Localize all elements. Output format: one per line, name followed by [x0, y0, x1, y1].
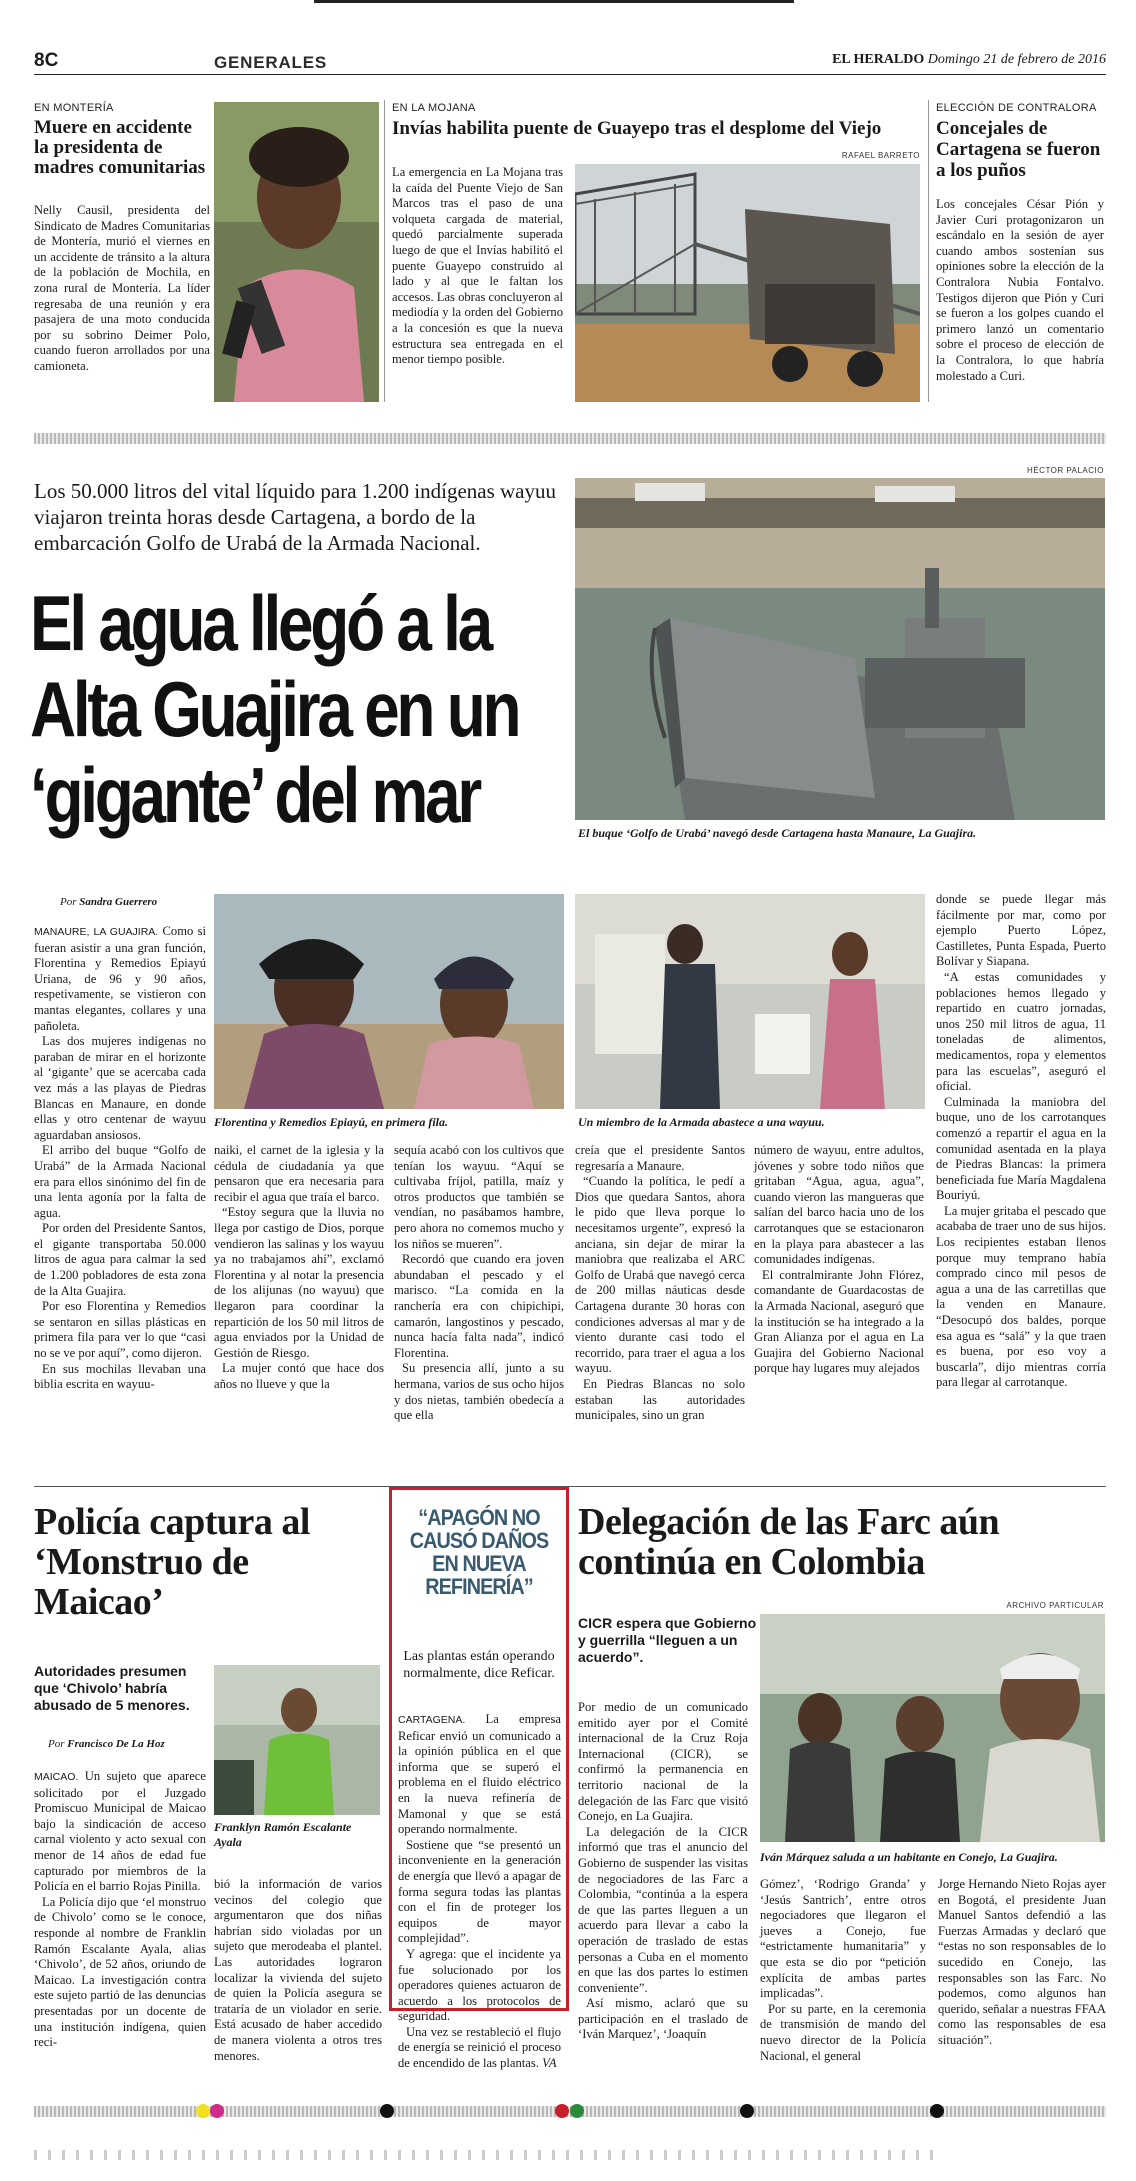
byline-name: Sandra Guerrero [79, 896, 158, 908]
paragraph: Y agrega: que el incidente ya fue solucionado por los operadores quienes actuaron de acuerdo a los protocolos de seguridad. [398, 1946, 561, 2024]
section-name: GENERALES [214, 53, 327, 72]
paragraph: Un sujeto que aparece solicitado por el Juzgado Promiscuo Municipal de Maicao bajo la sindicación de acceso carnal violento y acto sexual con menor de 14 años de edad fue capturado por miembros de la Policía en el barrio Rojas Pinilla. [34, 1769, 206, 1894]
paragraph: creía que el presidente Santos regresaría a Manaure. [575, 1143, 745, 1173]
brief-body: Los concejales César Pión y Javier Curi protagonizaron un escándalo en la sesión de ayer cuando ambos sostenían sus opiniones sobre la elección de la Contralora Nubia Fontalvo. Testigos dijeron que Pión y Curi se fueron a los golpes cuando el primero lanzó un comentario sobre el proceso de elección de la Contralora, lo que habría molestado a Curi. [936, 197, 1104, 383]
farc-subhead: CICR espera que Gobierno y guerrilla “lleguen a un acuerdo”. [578, 1615, 757, 1665]
registration-dot-black [380, 2104, 394, 2118]
photo-nelly-causil [214, 102, 379, 402]
paragraph: El contralmirante John Flórez, comandante de Guardacostas de la Armada Nacional, aseguró que la institución se ha integrado a la Gran Alianza por el agua en La Guajira del Gobierno Nacional porque hay lugares muy alejados [754, 1267, 924, 1376]
paragraph: naiki, el carnet de la iglesia y la cédula de ciudadanía ya que pensaron que era necesaria para recibir el agua que traía el barco. [214, 1143, 384, 1204]
paragraph: Así mismo, aclaró que su participación en el traslado de ‘Iván Marquez’, ‘Joaquín [578, 1996, 748, 2042]
photo-caption: Un miembro de la Armada abastece a una wayuu. [578, 1115, 825, 1129]
registration-dot-magenta [210, 2104, 224, 2118]
signoff: VA [542, 2056, 557, 2071]
divider [928, 100, 929, 402]
paragraph: “Estoy segura que la lluvia no llega por castigo de Dios, porque vendieron las salinas y los wayuu ya no trabajamos ahí”, exclamó Florentina y al notar la presencia de los alijunas (no wayuu) que llegaron para coordinar la repartición de los 50 mil litros de agua enviados por la Unidad de Gestión de Riesgo. [214, 1205, 384, 1360]
paragraph: Las dos mujeres indígenas no paraban de mirar en el horizonte al ‘gigante’ que se acercaba cada vez más a las playas de Piedras Blancas en Manaure, en donde ellas y otro centenar de wayuu aguardaban ansiosos. [34, 1034, 206, 1142]
paragraph: En sus mochilas llevaban una biblia escrita en wayuu- [34, 1361, 206, 1392]
paragraph: Por su parte, en la ceremonia de transmisión de mando del nuevo director de la Policía Nacional, el general [760, 2001, 926, 2063]
farc-column-2 [760, 1877, 926, 2064]
main-column-2 [214, 1143, 384, 1393]
police-byline [48, 1738, 165, 1750]
byline-prefix: Por [48, 1738, 65, 1750]
photo-caption: Iván Márquez saluda a un habitante en Conejo, La Guajira. [760, 1850, 1058, 1864]
main-column-3 [394, 1143, 564, 1424]
next-page-bleed [34, 2150, 934, 2160]
main-headline-text: El agua llegó a la Alta Guajira en un ‘gigante’ del mar [30, 579, 519, 839]
paragraph: Su presencia allí, junto a su hermana, varios de sus ocho hijos y dos nietas, también obedecía a que ella [394, 1361, 564, 1423]
farc-column-1 [578, 1700, 748, 2043]
main-deck: Los 50.000 litros del vital líquido para 1.200 indígenas wayuu viajaron treinta horas desde Cartagena, a bordo de la embarcación Golfo de Urabá de la Armada Nacional. [34, 479, 557, 555]
paragraph: Culminada la maniobra del buque, uno de los carrotanques comenzó a repartir el agua en la comunidad asentada en la playa de Piedras Blancas: la primera beneficiada fue María Magdalena Bouriyú. [936, 1094, 1106, 1203]
top-crop-mark [314, 0, 794, 4]
section-band [34, 433, 1106, 444]
registration-dot-yellow [196, 2104, 210, 2118]
main-column-4 [575, 1143, 745, 1424]
section-rule [34, 1486, 1106, 1487]
photo-credit: RAFAEL BARRETO [841, 151, 920, 160]
refinery-deck: Las plantas están operando normalmente, dice Reficar. [403, 1649, 555, 1681]
brief-mojana [392, 102, 922, 139]
divider [384, 100, 385, 402]
paragraph: Gómez’, ‘Rodrigo Granda’ y ‘Jesús Santrich’, entre otros negociadores que llegaron el jueves a Conejo, fue “estrictamente humanitaria” y que esta se dio por “petición explícita de ambas partes implicadas”. [760, 1877, 926, 2001]
paragraph: La delegación de la CICR informó que tras el anuncio del Gobierno de suspender las visitas de negociadores de las Farc a Colombia, “continúa a la espera de que las partes lleguen a un acuerdo para llevar a cabo la operación de traslado de estas personas a Cuba en el momento en que las dos partes lo estimen conveniente”. [578, 1824, 748, 1995]
police-column-2 [214, 1877, 382, 2064]
paragraph: Por medio de un comunicado emitido ayer por el Comité internacional de la Cruz Roja Internacional (CICR), se confirmó la permanencia en territorio nacional de la delegación de las Farc que visitó Conejo, en La Guajira. [578, 1700, 748, 1824]
paragraph: En Piedras Blancas no solo estaban las autoridades municipales, sino un gran [575, 1376, 745, 1423]
byline-prefix: Por [60, 896, 77, 908]
registration-dot-red [555, 2104, 569, 2118]
dateline: MAICAO. [34, 1771, 79, 1783]
paragraph: sequía acabó con los cultivos que tenían los wayuu. “Aquí se cultivaba fríjol, patilla, maíz y otros productos que también se vendían, no pasábamos hambre, pero ahora no comemos mucho y los niños se mueren”. [394, 1143, 564, 1251]
photo-suspect [214, 1665, 380, 1815]
brief-monteria [34, 102, 210, 375]
page-number: 8C [34, 50, 59, 71]
paragraph: El arribo del buque “Golfo de Urabá” de la Armada Nacional era para ellos sinónimo del fin de una lenta agonía por la falta de agua. [34, 1143, 206, 1220]
paragraph: Una vez se restableció el flujo de energía se reinició el proceso de encendido de las plantas. [398, 2024, 561, 2071]
masthead-right [832, 52, 1106, 68]
brief-body: La emergencia en La Mojana tras la caída del Puente Viejo de San Marcos tras el paso de una volqueta cargada de material, quedó parcialmente superada luego de que el Invías habilitó el puente Guayepo construido al lado y al que le faltan los accesos. Las obras concluyeron al mediodía y la orden del Gobierno a la concesión es que la nueva estructura sea entregada en el menor tiempo posible. [392, 165, 563, 367]
brief-kicker: EN LA MOJANA [392, 102, 476, 114]
main-byline [60, 896, 157, 908]
brief-headline: Concejales de Cartagena se fueron a los puños [936, 118, 1101, 181]
farc-column-3 [938, 1877, 1106, 2049]
brief-kicker: ELECCIÓN DE CONTRALORA [936, 102, 1097, 114]
paragraph: “Cuando la política, le pedí a Dios que quedara Santos, ahora le pido que lleva porque lo necesitamos urgente”, expresó la anciana, sin dejar de mirar la maniobra que realizaba el ARC Golfo de Urabá que navegó cerca de 200 millas náuticas desde Cartagena durante 30 horas con condiciones adversas al mar y de viento durante casi todo el recorrido, para traer el agua a los wayuu. [575, 1174, 745, 1376]
dateline: MANAURE, LA GUAJIRA. [34, 926, 159, 938]
main-headline [30, 579, 519, 839]
brief-headline: Invías habilita puente de Guayepo tras el desplome del Viejo [392, 118, 882, 139]
farc-headline: Delegación de las Farc aún continúa en Colombia [578, 1501, 1000, 1583]
paragraph: bió la información de varios vecinos del colegio que argumentaron que dos niñas habrían sido violadas por un sujeto que merodeaba el plantel. Las autoridades lograron localizar la vivienda del sujeto de quien la Policía asegura se trataría de un violador en serie. Está acusado de haber accedido de manera violenta a otros tres menores. [214, 1877, 382, 2063]
registration-dot-black [740, 2104, 754, 2118]
police-subhead: Autoridades presumen que ‘Chivolo’ habría abusado de 5 menores. [34, 1663, 190, 1713]
police-headline: Policía captura al ‘Monstruo de Maicao’ [34, 1501, 310, 1623]
main-column-1 [34, 924, 206, 1393]
photo-navy-water [575, 894, 925, 1109]
photo-caption: Florentina y Remedios Epiayú, en primera fila. [214, 1115, 449, 1129]
photo-ship [575, 478, 1105, 820]
paragraph: Recordó que cuando era joven abundaban el pescado y el marisco. “La comida en la ranchería era con chipichipi, camarón, langostinos y pescado, nunca hacía falta nada”, indicó Florentina. [394, 1252, 564, 1360]
photo-bridge [575, 164, 920, 402]
photo-credit: HÉCTOR PALACIO [1027, 466, 1104, 475]
photo-caption: El buque ‘Golfo de Urabá’ navegó desde Cartagena hasta Manaure, La Guajira. [578, 826, 977, 840]
brief-kicker: EN MONTERÍA [34, 102, 114, 114]
brief-headline: Muere en accidente la presidenta de madres comunitarias [34, 117, 206, 178]
paragraph: La Policía dijo que ‘el monstruo de Chivolo’ como se le conoce, responde al nombre de Franklin Ramón Escalante Ayala, alias ‘Chivolo’, de 52 años, oriundo de Maicao. La investigación contra este sujeto partió de las denuncias presentadas por un docente de una institución indígena, quien reci- [34, 1894, 206, 2050]
paragraph: Por orden del Presidente Santos, el gigante transportaba 50.000 litros de agua para calmar la sed de 1.200 pobladores de esta zona de la Alta Guajira. [34, 1221, 206, 1298]
paragraph: Por eso Florentina y Remedios se sentaron en sillas plásticas en primera fila para ver lo que “casi no se ve por aquí”, como dijeron. [34, 1299, 206, 1361]
dateline: CARTAGENA. [398, 1714, 466, 1726]
paragraph: “A estas comunidades y poblaciones hemos llegado y repartido en cuatro jornadas, unos 250 mil litros de agua, 11 toneladas de alimentos, medicamentos, ropa y elementos para las escuelas”, aseguró el oficial. [936, 969, 1106, 1094]
main-column-5 [754, 1143, 924, 1377]
brief-body: Nelly Causil, presidenta del Sindicato de Madres Comunitarias de Montería, murió el viernes en un accidente de tránsito a la altura de la población de Mochila, en zona rural de Montería. La líder regresaba de una reunión y era pasajera de una moto conducida por su sobrino Deimer Polo, cuando fueron arrollados por una camioneta. [34, 203, 210, 373]
photo-caption: Franklyn Ramón Escalante Ayala [214, 1820, 352, 1849]
byline-name: Francisco De La Hoz [67, 1738, 165, 1750]
masthead-rule [34, 74, 1106, 75]
photo-credit: ARCHIVO PARTICULAR [1006, 1601, 1104, 1610]
photo-ivan-marquez [760, 1614, 1105, 1842]
photo-women [214, 894, 564, 1109]
paper-name: EL HERALDO [832, 52, 925, 67]
paragraph: Sostiene que “se presentó un inconveniente en la generación de energía que llevó a apagar de forma segura todas las plantas con el fin de proteger los equipos de mayor complejidad”. [398, 1837, 561, 1946]
paragraph: Como si fueran asistir a una gran función, Florentina y Remedios Epiayú Uriana, de 96 y 90 años, respetivamente, se vistieron con mantas elegantes, collares y una pañoleta. [34, 924, 206, 1033]
paragraph: donde se puede llegar más fácilmente por mar, como por ejemplo Puerto López, Castilletes, Punta Espada, Puerto Bolívar y Siapana. [936, 892, 1106, 969]
refinery-headline: “APAGÓN NO CAUSÓ DAÑOS EN NUEVA REFINERÍA” [409, 1505, 549, 1599]
paragraph: número de wayuu, entre adultos, jóvenes y sobre todo niños que gritaban “Agua, agua, agua”, cuando vieron las mangueras que salían del barco hacia uno de los carrotanques que se estacionaron en la playa para abastecer a las comunidades indígenas. [754, 1143, 924, 1267]
brief-cartagena [936, 102, 1104, 384]
registration-dot-black [930, 2104, 944, 2118]
issue-date: Domingo 21 de febrero de 2016 [927, 52, 1106, 67]
registration-dot-green [570, 2104, 584, 2118]
main-column-6 [936, 892, 1106, 1391]
paragraph: La mujer gritaba el pescado que acababa de traer uno de sus hijos. Los recipientes estaban llenos porque muy temprano había comprado cinco mil pesos de agua a una de las carretillas que la venden en Manaure. “Desocupó dos baldes, porque esa agua es “salá” y la que traen es buena, por eso voy a buscarla”, dijo mientras corría para llegar al carrotanque. [936, 1203, 1106, 1390]
police-column-1 [34, 1769, 206, 2051]
paragraph: Jorge Hernando Nieto Rojas ayer en Bogotá, el presidente Juan Manuel Santos defendió a las Fuerzas Armadas y declaró que “estas no son responsables de lo sucedido en Conejo, las responsables son las Farc. No podemos, como algunos han querido, señalar a nuestras FFAA como las responsables de esa situación”. [938, 1877, 1106, 2047]
refinery-body [398, 1712, 561, 2072]
paragraph: La empresa Reficar envió un comunicado a la opinión pública en el que informa que se superó el problema en el fluido eléctrico en la nueva refinería de Mamonal y que se está operando normalmente. [398, 1712, 561, 1837]
paragraph: La mujer contó que hace dos años no llueve y que la [214, 1361, 384, 1391]
